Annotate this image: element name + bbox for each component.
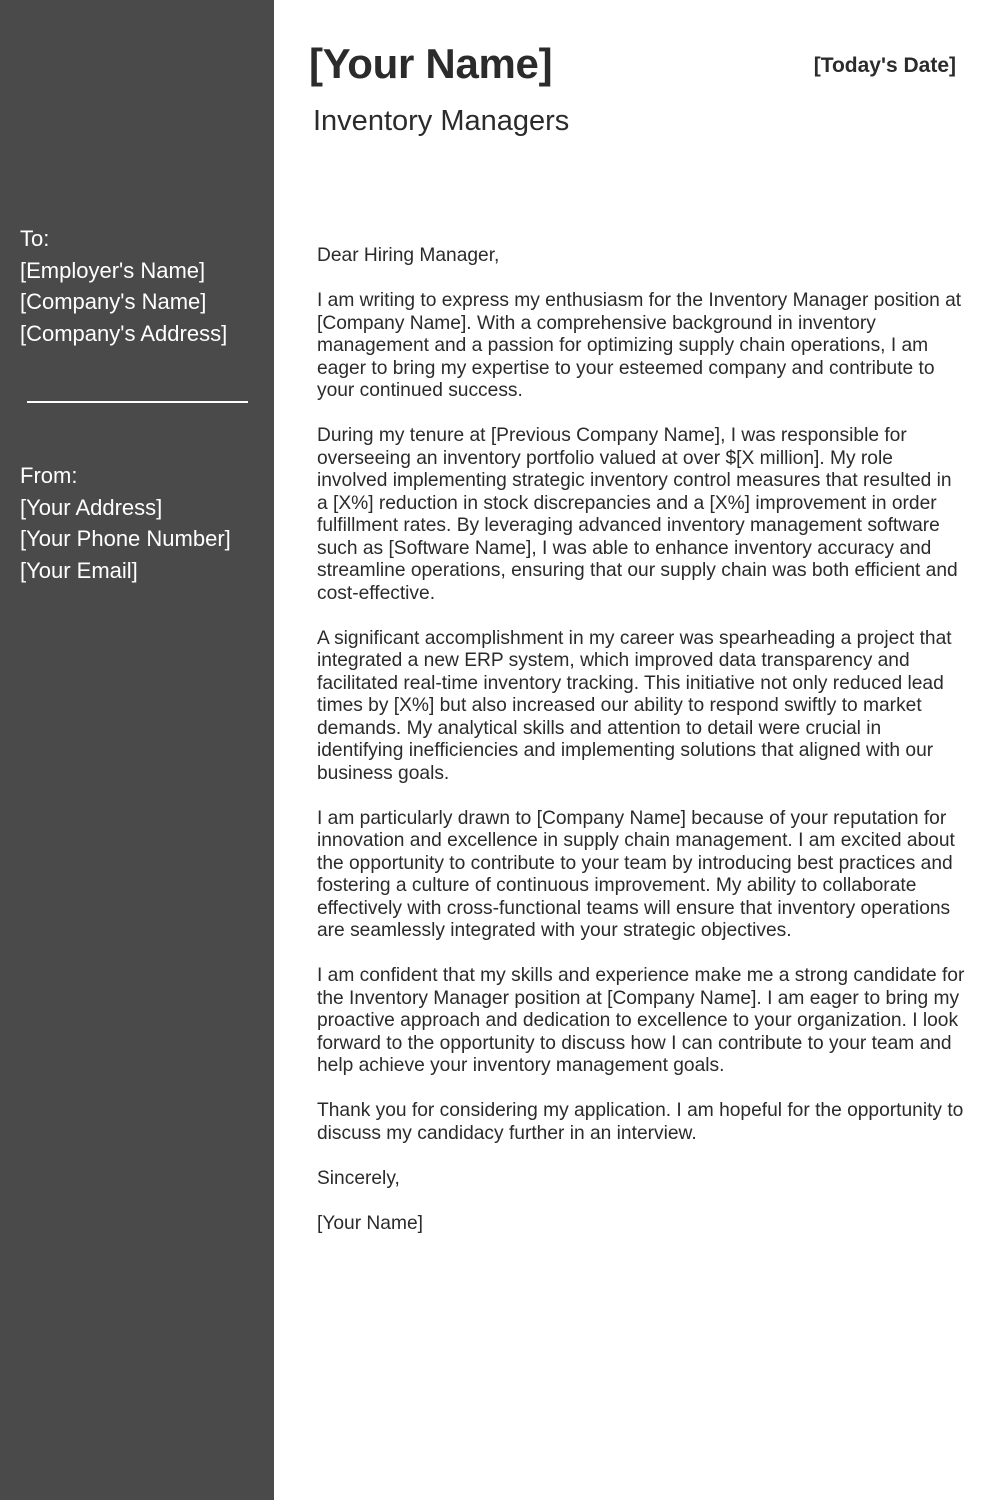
recipient-block (20, 223, 265, 349)
signature: [Your Name] (317, 1212, 423, 1234)
paragraph-experience: During my tenure at [Previous Company Name], I was responsible for overseeing an inventory portfolio valued at over $[X million]. My role involved implementing strategic inventory control measures that resulted in a [X%] reduction in stock discrepancies and a [X%] improvement in order fulfillment rates. By leveraging advanced inventory management software such as [Software Name], I was able to enhance inventory accuracy and streamline operations, ensuring that our supply chain was both efficient and cost-effective. (317, 425, 958, 604)
company-address: [Company's Address] (20, 320, 228, 346)
paragraph-intro: I am writing to express my enthusiasm for the Inventory Manager position at [Company Name]. With a comprehensive background in inventory management and a passion for optimizing supply chain operations, I am eager to bring my expertise to your esteemed company and contribute to your continued success. (317, 290, 962, 401)
job-title: Inventory Managers (313, 105, 570, 137)
paragraph-thanks: Thank you for considering my application. I am hopeful for the opportunity to discuss my candidacy further in an interview. (317, 1100, 964, 1144)
to-label: To: (20, 226, 50, 251)
letter-body (317, 245, 967, 1258)
sender-email: [Your Email] (20, 557, 138, 583)
sidebar-divider (27, 401, 248, 403)
letter-date: [Today's Date] (813, 54, 956, 77)
paragraph-accomplishment: A significant accomplishment in my career was spearheading a project that integrated a new ERP system, which improved data transparency and facilitated real-time inventory tracking. This initiative not only reduced lead times by [X%] but also increased our ability to respond swiftly to market demands. My analytical skills and attention to detail were crucial in identifying inefficiencies and implementing solutions that aligned with our business goals. (317, 627, 952, 784)
applicant-name: [Your Name] (309, 40, 553, 87)
closing: Sincerely, (317, 1167, 400, 1189)
from-label: From: (20, 463, 78, 488)
sender-block (20, 460, 265, 586)
paragraph-confidence: I am confident that my skills and experience make me a strong candidate for the Inventory Manager position at [Company Name]. I am eager to bring my proactive approach and dedication to excellence to your organization. I look forward to the opportunity to discuss how I can contribute to your team and help achieve your inventory management goals. (317, 965, 965, 1076)
paragraph-motivation: I am particularly drawn to [Company Name] because of your reputation for innovation and excellence in supply chain management. I am excited about the opportunity to contribute to your team by introducing best practices and fostering a culture of continuous improvement. My ability to collaborate effectively with cross-functional teams will ensure that inventory operations are seamlessly integrated with your strategic objectives. (317, 807, 955, 941)
salutation: Dear Hiring Manager, (317, 245, 500, 266)
sidebar (0, 0, 274, 1500)
employer-name: [Employer's Name] (20, 257, 206, 283)
sender-address: [Your Address] (20, 494, 163, 520)
company-name: [Company's Name] (20, 289, 207, 314)
sender-phone: [Your Phone Number] (20, 526, 231, 551)
